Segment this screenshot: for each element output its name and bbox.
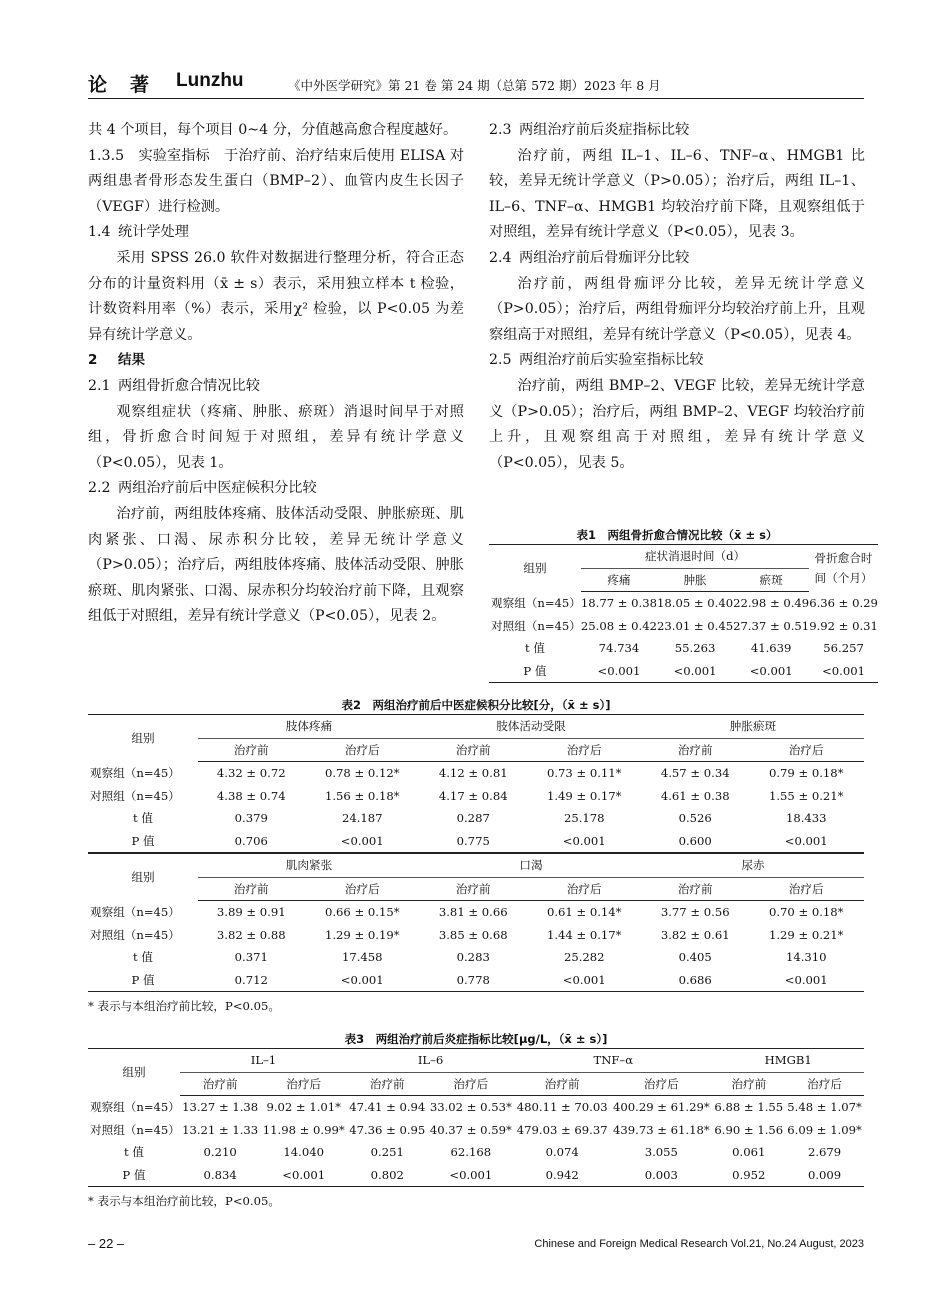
table-row-label: 对照组（n=45） bbox=[90, 1122, 180, 1137]
table-header-cell: 疼痛 bbox=[581, 568, 657, 592]
table-header-cell: 治疗后 bbox=[305, 738, 420, 762]
table-cell: 3.81 ± 0.66 bbox=[438, 905, 508, 920]
table-cell: 0.686 bbox=[642, 969, 749, 992]
table-cell: 0.66 ± 0.15* bbox=[324, 905, 400, 920]
table-cell: 0.061 bbox=[732, 1145, 766, 1160]
table-cell: 0.600 bbox=[642, 830, 749, 853]
table-cell: 5.48 ± 1.07* bbox=[787, 1100, 862, 1115]
table-row bbox=[88, 924, 864, 947]
table-header-cell: 治疗后 bbox=[526, 738, 641, 762]
table-cell: 13.21 ± 1.33 bbox=[182, 1122, 259, 1137]
table-row bbox=[88, 1164, 864, 1187]
table-cell: 14.310 bbox=[785, 950, 827, 965]
table-caption-number: 表2 bbox=[341, 698, 362, 712]
table-row-label: 观察组（n=45） bbox=[90, 1100, 180, 1114]
table-row-label: 对照组（n=45） bbox=[90, 927, 180, 942]
table-cell: 4.61 ± 0.38 bbox=[660, 788, 730, 803]
table-cell: 1.29 ± 0.21* bbox=[768, 927, 844, 942]
table-cell: 0.287 bbox=[456, 811, 490, 826]
table-1 bbox=[489, 526, 878, 683]
table-group-header: IL–6 bbox=[347, 1049, 514, 1073]
table-header-cell: 组别 bbox=[88, 854, 198, 901]
paragraph: 治疗前，两组 IL–1、IL–6、TNF–α、HMGB1 比较，差异无统计学意义（P>0.05）；治疗后，两组 IL–1、IL–6、TNF–α、HMGB1 均较治疗前下降，且观察组低于对照组，差异有统计学意义（P<0.05），见表 3。 bbox=[489, 147, 865, 241]
table-body bbox=[489, 592, 878, 683]
table-cell: 0.251 bbox=[370, 1145, 404, 1160]
table-cell: 1.55 ± 0.21* bbox=[768, 788, 844, 803]
table-cell: 22.98 ± 0.49 bbox=[733, 596, 810, 611]
table-cell: 0.952 bbox=[712, 1164, 785, 1187]
table-header-cell: 治疗后 bbox=[428, 1072, 515, 1096]
table-cell: 0.712 bbox=[198, 969, 305, 992]
table-header-cell: 治疗前 bbox=[180, 1072, 260, 1096]
heading-text: 两组治疗前后实验室指标比较 bbox=[519, 352, 704, 369]
table-cell: 0.074 bbox=[545, 1145, 579, 1160]
heading-text: 两组治疗前后骨痂评分比较 bbox=[519, 249, 690, 266]
table-row bbox=[88, 1119, 864, 1142]
table-cell: 2.679 bbox=[807, 1145, 842, 1160]
table-header-cell: 治疗前 bbox=[420, 738, 527, 762]
table-cell: 27.37 ± 0.51 bbox=[733, 618, 810, 633]
table-cell: 25.282 bbox=[563, 950, 605, 965]
table-cell: 0.78 ± 0.12* bbox=[324, 766, 400, 781]
table-group-header: 尿赤 bbox=[642, 854, 864, 878]
table-row-label: P 值 bbox=[88, 969, 198, 992]
table-cell: <0.001 bbox=[809, 660, 878, 683]
table-cell: 4.38 ± 0.74 bbox=[216, 788, 286, 803]
heading-number: 1.4 bbox=[88, 224, 111, 241]
journal-citation: 《中外医学研究》第 21 卷 第 24 期（总第 572 期）2023 年 8 月 bbox=[288, 78, 661, 93]
heading-number: 2.2 bbox=[88, 480, 111, 497]
heading-text: 两组骨折愈合情况比较 bbox=[118, 377, 260, 394]
table-cell: 33.02 ± 0.53* bbox=[429, 1100, 512, 1115]
table-cell: 0.61 ± 0.14* bbox=[546, 905, 622, 920]
right-column bbox=[489, 118, 865, 476]
table-cell: 23.01 ± 0.45 bbox=[657, 618, 734, 633]
table-cell: 47.36 ± 0.95 bbox=[349, 1122, 426, 1137]
table-cell: 3.82 ± 0.61 bbox=[660, 927, 730, 942]
table-row bbox=[88, 1141, 864, 1164]
table-header-cell: 治疗前 bbox=[198, 877, 305, 901]
table-header-cell: 治疗后 bbox=[785, 1072, 864, 1096]
table-row-label: 观察组（n=45） bbox=[90, 905, 180, 919]
table-header-cell: 治疗后 bbox=[526, 877, 641, 901]
table-cell: 40.37 ± 0.59* bbox=[429, 1122, 512, 1137]
table-cell: 11.98 ± 0.99* bbox=[262, 1122, 345, 1137]
table-cell: 3.77 ± 0.56 bbox=[660, 905, 730, 920]
table-header-row bbox=[88, 715, 864, 739]
table-caption bbox=[88, 696, 864, 714]
table-header-cell: 治疗后 bbox=[748, 738, 864, 762]
table-header-cell: 组别 bbox=[489, 545, 581, 592]
table-cell: 1.44 ± 0.17* bbox=[546, 927, 622, 942]
table-header-cell: 治疗前 bbox=[420, 877, 527, 901]
table-cell: 6.09 ± 1.09* bbox=[787, 1122, 862, 1137]
table-cell: 439.73 ± 61.18* bbox=[613, 1122, 710, 1137]
table-header-cell: 治疗后 bbox=[260, 1072, 347, 1096]
section-label: 论 著 bbox=[88, 74, 152, 96]
table-cell: 25.08 ± 0.42 bbox=[580, 618, 657, 633]
table-cell: 0.526 bbox=[678, 811, 712, 826]
heading-2-2 bbox=[88, 476, 464, 502]
table-group-header: TNF–α bbox=[514, 1049, 712, 1073]
heading-number: 2 bbox=[88, 352, 98, 369]
table-cell: 18.77 ± 0.38 bbox=[580, 596, 657, 611]
table-cell: 0.79 ± 0.18* bbox=[768, 766, 844, 781]
table-group-header: 肢体疼痛 bbox=[198, 715, 420, 739]
table-cell: 0.009 bbox=[785, 1164, 864, 1187]
table-cell: 3.055 bbox=[644, 1145, 678, 1160]
paragraph: 治疗前，两组骨痂评分比较，差异无统计学意义（P>0.05）；治疗后，两组骨痂评分均较治疗前上升，且观察组高于对照组，差异有统计学意义（P<0.05），见表 4。 bbox=[489, 275, 865, 343]
table-cell: 4.17 ± 0.84 bbox=[438, 788, 508, 803]
table-cell: 18.433 bbox=[785, 811, 827, 826]
table-body bbox=[88, 762, 864, 853]
table-cell: <0.001 bbox=[526, 969, 641, 992]
table-cell: 13.27 ± 1.38 bbox=[182, 1100, 259, 1115]
table-cell: 0.942 bbox=[514, 1164, 610, 1187]
table-row bbox=[489, 615, 878, 638]
table-caption-number: 表1 bbox=[576, 528, 597, 542]
table-cell: <0.001 bbox=[748, 969, 864, 992]
table-header-cell: 治疗后 bbox=[305, 877, 420, 901]
table-row bbox=[88, 901, 864, 924]
table-row-label: t 值 bbox=[524, 641, 545, 656]
table-cell: 18.05 ± 0.40 bbox=[657, 596, 734, 611]
paragraph: 治疗前，两组肢体疼痛、肢体活动受限、肿胀瘀斑、肌肉紧张、口渴、尿赤积分比较，差异无统计学意义（P>0.05）；治疗后，两组肢体疼痛、肢体活动受限、肿胀瘀斑、肌肉紧张、口渴、尿赤积分均较治疗前下降，且观察组低于对照组，差异有统计学意义（P<0.05），见表 2。 bbox=[88, 505, 464, 625]
table-cell: 74.734 bbox=[598, 641, 640, 656]
section-label-en: Lunzhu bbox=[176, 70, 244, 91]
table-row-label: 观察组（n=45） bbox=[90, 766, 180, 780]
table-caption-text: 两组治疗前后中医症候积分比较[分，（x̄ ± s）] bbox=[372, 698, 611, 712]
table-row bbox=[489, 592, 878, 615]
table-header-cell: 治疗前 bbox=[347, 1072, 427, 1096]
table-cell: 0.73 ± 0.11* bbox=[546, 766, 622, 781]
heading-text: 统计学处理 bbox=[118, 224, 189, 241]
table-cell: 6.90 ± 1.56 bbox=[714, 1122, 784, 1137]
page-number: – 22 – bbox=[88, 1236, 125, 1251]
table-group-header: 肌肉紧张 bbox=[198, 854, 420, 878]
table-cell: 41.639 bbox=[750, 641, 792, 656]
table-row bbox=[489, 637, 878, 660]
table-cell: 0.706 bbox=[198, 830, 305, 853]
paragraph: 治疗前，两组 BMP–2、VEGF 比较，差异无统计学意义（P>0.05）；治疗后，两组 BMP–2、VEGF 均较治疗前上升，且观察组高于对照组，差异有统计学意义（P<0.05），见表 5。 bbox=[489, 377, 865, 471]
heading-number: 2.1 bbox=[88, 377, 111, 394]
table-cell: <0.001 bbox=[748, 830, 864, 853]
table-row bbox=[489, 660, 878, 683]
table-subheader-row bbox=[88, 877, 864, 901]
table-cell: 0.775 bbox=[420, 830, 527, 853]
table-cell: 0.379 bbox=[234, 811, 268, 826]
heading-text: 两组治疗前后炎症指标比较 bbox=[519, 122, 690, 138]
table-cell: 0.834 bbox=[180, 1164, 260, 1187]
table-group-header: 肢体活动受限 bbox=[420, 715, 642, 739]
table-row bbox=[88, 946, 864, 969]
heading-text: 两组治疗前后中医症候积分比较 bbox=[118, 480, 317, 497]
table-body bbox=[88, 1096, 864, 1187]
table-row bbox=[88, 969, 864, 992]
table-header-cell: 瘀斑 bbox=[733, 568, 809, 592]
heading-2-3 bbox=[489, 118, 865, 144]
heading-number: 2.5 bbox=[489, 352, 512, 369]
table-header-cell: 治疗前 bbox=[198, 738, 305, 762]
table-row-label: 对照组（n=45） bbox=[90, 788, 180, 803]
heading-number: 2.4 bbox=[489, 249, 512, 266]
table-cell: 62.168 bbox=[450, 1145, 492, 1160]
table-group-header: 口渴 bbox=[420, 854, 642, 878]
table-cell: 1.56 ± 0.18* bbox=[324, 788, 400, 803]
table-2 bbox=[88, 696, 864, 1014]
table-cell: 25.178 bbox=[563, 811, 605, 826]
table-caption bbox=[489, 526, 865, 544]
table-cell: 1.29 ± 0.19* bbox=[324, 927, 400, 942]
table-cell: 0.778 bbox=[420, 969, 527, 992]
table-cell: 56.257 bbox=[823, 641, 864, 656]
table-cell: 0.802 bbox=[347, 1164, 427, 1187]
table-cell: 479.03 ± 69.37 bbox=[516, 1122, 608, 1137]
table-header-cell: 组别 bbox=[88, 715, 198, 762]
section-1-3-5: 1.3.5 实验室指标 于治疗前、治疗结束后使用 ELISA 对两组患者骨形态发生蛋白（BMP–2）、血管内皮生长因子（VEGF）进行检测。 bbox=[88, 147, 464, 215]
table-cell: 9.02 ± 1.01* bbox=[266, 1100, 341, 1115]
table-cell: <0.001 bbox=[581, 660, 657, 683]
table-row-label: t 值 bbox=[133, 811, 153, 826]
heading-2-1 bbox=[88, 374, 464, 400]
table-cell: <0.001 bbox=[260, 1164, 347, 1187]
table-2-part-b bbox=[88, 853, 864, 992]
table-cell: 3.89 ± 0.91 bbox=[216, 905, 286, 920]
table-cell: 0.371 bbox=[234, 950, 268, 965]
table-cell: 55.263 bbox=[674, 641, 716, 656]
table-cell: 0.283 bbox=[456, 950, 490, 965]
table-header-cell: 治疗前 bbox=[642, 738, 749, 762]
table-cell: 47.41 ± 0.94 bbox=[349, 1100, 426, 1115]
table-cell: 0.70 ± 0.18* bbox=[768, 905, 844, 920]
table-header-row bbox=[489, 545, 878, 569]
table-cell: 17.458 bbox=[341, 950, 383, 965]
table-header-row bbox=[88, 1049, 864, 1073]
table-cell: 9.92 ± 0.31 bbox=[809, 618, 878, 633]
paragraph: 观察组症状（疼痛、肿胀、瘀斑）消退时间早于对照组，骨折愈合时间短于对照组，差异有统计学意义（P<0.05），见表 1。 bbox=[88, 403, 464, 471]
table-subheader-row bbox=[88, 1072, 864, 1096]
table-header-cell: 治疗后 bbox=[748, 877, 864, 901]
table-caption-text: 两组治疗前后炎症指标比较[μg/L，（x̄ ± s）] bbox=[375, 1032, 608, 1046]
table-1-grid bbox=[489, 544, 878, 683]
table-group-header: HMGB1 bbox=[712, 1049, 864, 1073]
table-cell: 24.187 bbox=[341, 811, 383, 826]
table-header-cell: 治疗前 bbox=[642, 877, 749, 901]
table-header-cell: 骨折愈合时间（个月） bbox=[809, 545, 878, 592]
page-header bbox=[88, 68, 864, 99]
heading-2-5 bbox=[489, 348, 865, 374]
table-header-cell: 肿胀 bbox=[657, 568, 733, 592]
table-2-part-a bbox=[88, 714, 864, 853]
table-cell: 14.040 bbox=[283, 1145, 324, 1160]
table-row bbox=[88, 785, 864, 808]
table-header-cell: 治疗后 bbox=[610, 1072, 712, 1096]
table-group-header: 肿胀瘀斑 bbox=[642, 715, 864, 739]
table-row-label: 对照组（n=45） bbox=[491, 618, 581, 633]
table-caption-text: 两组骨折愈合情况比较（x̄ ± s） bbox=[607, 528, 778, 542]
table-row bbox=[88, 1096, 864, 1119]
table-row-label: P 值 bbox=[88, 830, 198, 853]
table-row-label: P 值 bbox=[489, 660, 581, 683]
table-cell: 1.49 ± 0.17* bbox=[546, 788, 622, 803]
table-cell: <0.001 bbox=[733, 660, 809, 683]
heading-2-4 bbox=[489, 246, 865, 272]
table-cell: 0.405 bbox=[678, 950, 712, 965]
table-cell: 4.12 ± 0.81 bbox=[438, 766, 508, 781]
table-3-grid bbox=[88, 1048, 864, 1187]
left-column bbox=[88, 118, 464, 630]
table-cell: 6.88 ± 1.55 bbox=[714, 1100, 784, 1115]
heading-2 bbox=[88, 348, 464, 374]
table-header-cell: 症状消退时间（d） bbox=[581, 545, 809, 569]
table-row bbox=[88, 762, 864, 785]
table-header-cell: 组别 bbox=[88, 1049, 180, 1096]
table-cell: <0.001 bbox=[526, 830, 641, 853]
heading-text: 结果 bbox=[118, 352, 145, 369]
table-3 bbox=[88, 1030, 864, 1209]
journal-footer: Chinese and Foreign Medical Research Vol.21, No.24 August, 2023 bbox=[534, 1238, 864, 1250]
table-cell: 4.32 ± 0.72 bbox=[216, 766, 286, 781]
table-header-cell: 治疗前 bbox=[514, 1072, 610, 1096]
table-cell: 3.82 ± 0.88 bbox=[216, 927, 286, 942]
table-cell: 4.57 ± 0.34 bbox=[660, 766, 730, 781]
table-cell: <0.001 bbox=[305, 969, 420, 992]
table-row-label: P 值 bbox=[88, 1164, 180, 1187]
table-note: * 表示与本组治疗前比较，P<0.05。 bbox=[88, 999, 280, 1013]
table-header-cell: 治疗前 bbox=[712, 1072, 785, 1096]
heading-1-4 bbox=[88, 220, 464, 246]
table-cell: 400.29 ± 61.29* bbox=[613, 1100, 710, 1115]
table-caption bbox=[88, 1030, 864, 1048]
table-cell: 3.85 ± 0.68 bbox=[438, 927, 508, 942]
table-cell: 0.210 bbox=[203, 1145, 237, 1160]
table-row bbox=[88, 830, 864, 853]
table-header-row bbox=[88, 854, 864, 878]
table-caption-number: 表3 bbox=[344, 1032, 365, 1046]
table-note: * 表示与本组治疗前比较，P<0.05。 bbox=[88, 1194, 280, 1208]
table-body bbox=[88, 901, 864, 992]
heading-number: 2.3 bbox=[489, 122, 512, 138]
table-cell: <0.001 bbox=[305, 830, 420, 853]
table-row-label: t 值 bbox=[123, 1145, 144, 1160]
paragraph: 采用 SPSS 26.0 软件对数据进行整理分析，符合正态分布的计量资料用（x̄ ± s）表示，采用独立样本 t 检验，计数资料用率（%）表示，采用χ² 检验，以 P<0.05 为差异有统计学意义。 bbox=[88, 249, 464, 343]
table-cell: <0.001 bbox=[428, 1164, 515, 1187]
table-row-label: t 值 bbox=[133, 950, 153, 965]
table-cell: 480.11 ± 70.03 bbox=[516, 1100, 608, 1115]
table-group-header: IL–1 bbox=[180, 1049, 347, 1073]
table-cell: 6.36 ± 0.29 bbox=[809, 596, 878, 610]
table-cell: 0.003 bbox=[610, 1164, 712, 1187]
paragraph: 共 4 个项目，每个项目 0~4 分，分值越高愈合程度越好。 bbox=[88, 122, 458, 138]
table-subheader-row bbox=[88, 738, 864, 762]
table-row bbox=[88, 807, 864, 830]
table-cell: <0.001 bbox=[657, 660, 733, 683]
table-row-label: 观察组（n=45） bbox=[491, 596, 581, 610]
